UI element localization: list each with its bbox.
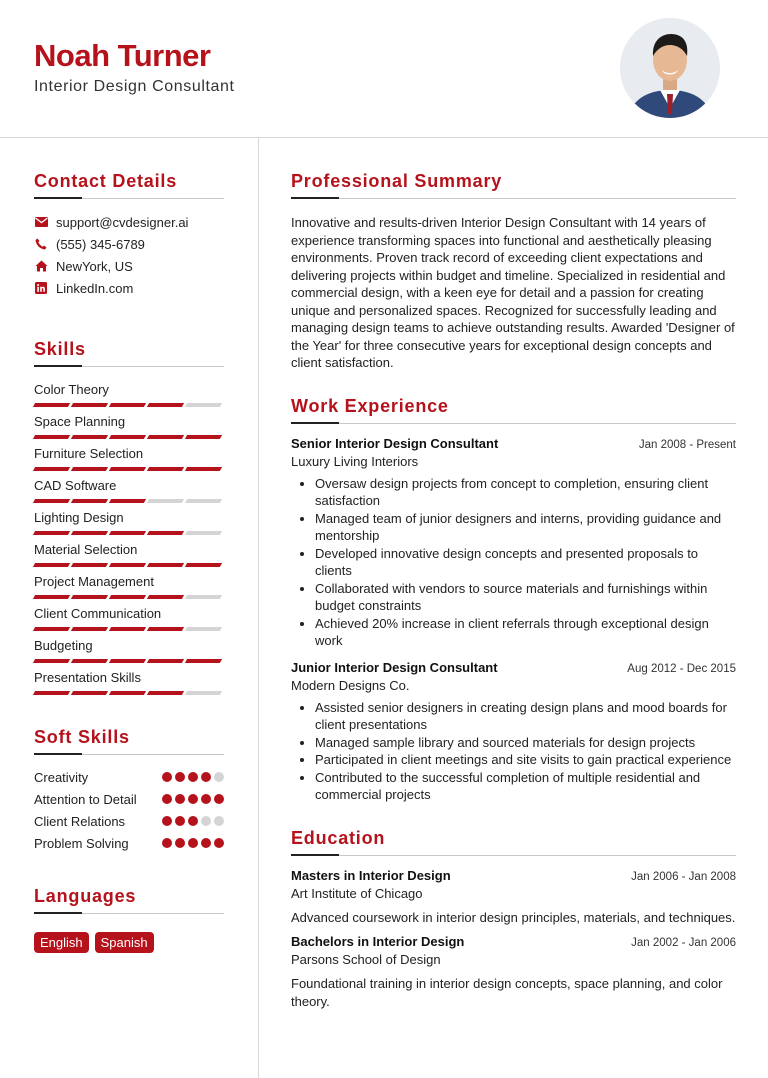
skills-heading: Skills — [34, 339, 224, 367]
rating-dot — [214, 816, 224, 826]
summary-heading: Professional Summary — [291, 171, 736, 199]
summary-section — [291, 171, 736, 372]
skill-level-segment — [185, 627, 222, 631]
rating-dot — [162, 816, 172, 826]
skill-level-segment — [71, 691, 108, 695]
skill-row — [34, 474, 224, 506]
skill-level-bar — [34, 403, 224, 407]
soft-skills-section — [34, 727, 224, 852]
skill-level-segment — [71, 531, 108, 535]
contact-linkedin[interactable] — [34, 277, 224, 299]
resume-header — [0, 0, 768, 138]
skill-level-segment — [147, 531, 184, 535]
skill-level-segment — [109, 627, 146, 631]
soft-skill-rating — [162, 794, 224, 808]
skill-level-segment — [33, 563, 70, 567]
skill-label: Presentation Skills — [34, 670, 141, 685]
school-name: Parsons School of Design — [291, 952, 441, 967]
skill-level-segment — [147, 627, 184, 631]
skill-level-segment — [71, 499, 108, 503]
skill-level-segment — [185, 403, 222, 407]
contact-phone-text: (555) 345-6789 — [56, 236, 145, 252]
skill-label: Material Selection — [34, 542, 138, 557]
skill-row — [34, 410, 224, 442]
skill-level-segment — [33, 467, 70, 471]
soft-skill-row — [34, 791, 224, 808]
skill-level-segment — [185, 659, 222, 663]
skill-label: Project Management — [34, 574, 154, 589]
rating-dot — [175, 794, 185, 804]
soft-skill-label: Attention to Detail — [34, 792, 137, 807]
skill-label: Client Communication — [34, 606, 162, 621]
skill-level-segment — [71, 467, 108, 471]
rating-dot — [214, 772, 224, 782]
job-bullet: • Developed innovative design concepts and presented proposals to clients — [315, 545, 736, 580]
soft-skill-label: Creativity — [34, 770, 89, 785]
skill-label: Budgeting — [34, 638, 93, 653]
home-icon — [34, 259, 48, 273]
degree-title: Bachelors in Interior Design — [291, 934, 465, 949]
education-description: Advanced coursework in interior design principles, materials, and techniques. — [291, 909, 736, 925]
education-date: Jan 2006 - Jan 2008 — [631, 870, 736, 883]
job-bullet: • Assisted senior designers in creating design plans and mood boards for client presentations — [315, 699, 736, 734]
rating-dot — [214, 838, 224, 848]
job-bullets — [291, 475, 736, 650]
skill-level-segment — [109, 659, 146, 663]
skill-level-bar — [34, 627, 224, 631]
contact-phone[interactable] — [34, 233, 224, 255]
skill-label: Lighting Design — [34, 510, 124, 525]
skill-level-segment — [185, 499, 222, 503]
skill-level-segment — [147, 435, 184, 439]
skill-level-segment — [185, 531, 222, 535]
job-company: Luxury Living Interiors — [291, 453, 419, 469]
skill-level-bar — [34, 595, 224, 599]
skill-level-segment — [109, 403, 146, 407]
contact-section — [34, 171, 224, 299]
job-bullet: • Oversaw design projects from concept to completion, ensuring client satisfaction — [315, 475, 736, 510]
skill-level-segment — [71, 563, 108, 567]
skill-level-segment — [109, 563, 146, 567]
language-badge: English — [34, 932, 89, 953]
skill-level-segment — [185, 595, 222, 599]
skill-row — [34, 378, 224, 410]
skill-level-segment — [147, 659, 184, 663]
soft-skills-list — [34, 769, 224, 852]
job-title: Senior Interior Design Consultant — [291, 435, 499, 451]
contact-heading: Contact Details — [34, 171, 224, 199]
education-date: Jan 2002 - Jan 2006 — [631, 937, 736, 949]
education-description: Foundational training in interior design concepts, space planning, and color theory. — [291, 976, 723, 1009]
skill-level-bar — [34, 691, 224, 695]
soft-skill-label: Client Relations — [34, 814, 126, 829]
skill-level-segment — [185, 563, 222, 567]
skill-level-segment — [109, 531, 146, 535]
skill-label: Space Planning — [34, 414, 126, 429]
contact-location-text: NewYork, US — [56, 258, 133, 274]
skill-level-segment — [109, 691, 146, 695]
rating-dot — [162, 772, 172, 782]
skill-level-segment — [33, 627, 70, 631]
languages-heading: Languages — [34, 886, 224, 914]
rating-dot — [162, 838, 172, 848]
skill-level-segment — [185, 467, 222, 471]
job-date: Jan 2008 - Present — [638, 438, 736, 451]
soft-skill-row — [34, 813, 224, 830]
skill-level-segment — [147, 467, 184, 471]
skill-level-segment — [33, 659, 70, 663]
soft-skill-rating — [162, 816, 224, 830]
languages-section — [34, 886, 224, 953]
language-list — [34, 932, 224, 953]
contact-location — [34, 255, 224, 277]
soft-skill-label: Problem Solving — [34, 836, 129, 851]
skill-level-segment — [147, 691, 184, 695]
right-column — [291, 138, 736, 1010]
job-bullet: • Collaborated with vendors to source materials and furnishings within budget constraints — [315, 580, 736, 615]
email-icon — [34, 215, 48, 229]
skill-level-segment — [109, 435, 146, 439]
summary-text: Innovative and results-driven Interior Design Consultant with 14 years of experience transforming spaces into functional and aesthetically pleasing environments. Proven track record of exceeding client expectations and delivering projects within budget and timeline. Specialized in residential and commercial design, with a keen eye for detail and a passion for creating unique and personalized spaces. Recognized for successfully leading and managing design teams to achieve outstanding results. Awarded 'Designer of the Year' for three consecutive years for exceptional design concepts and client satisfaction. — [291, 215, 735, 370]
skill-level-segment — [71, 595, 108, 599]
job-company: Modern Designs Co. — [291, 677, 410, 693]
experience-heading: Work Experience — [291, 396, 736, 424]
skill-level-bar — [34, 659, 224, 663]
rating-dot — [201, 816, 211, 826]
rating-dot — [214, 794, 224, 804]
experience-section — [291, 396, 736, 804]
candidate-title: Interior Design Consultant — [34, 78, 235, 95]
school-name: Art Institute of Chicago — [291, 885, 423, 901]
skill-level-segment — [33, 531, 70, 535]
skill-label: Furniture Selection — [34, 446, 144, 461]
rating-dot — [188, 816, 198, 826]
phone-icon — [34, 237, 48, 251]
soft-skill-rating — [162, 772, 224, 786]
contact-email[interactable] — [34, 211, 224, 233]
skill-level-segment — [147, 563, 184, 567]
skill-row — [34, 506, 224, 538]
skill-row — [34, 538, 224, 570]
skill-level-segment — [185, 691, 222, 695]
rating-dot — [201, 794, 211, 804]
rating-dot — [188, 794, 198, 804]
education-heading: Education — [291, 828, 736, 856]
rating-dot — [175, 838, 185, 848]
skill-level-bar — [34, 435, 224, 439]
skill-level-segment — [147, 403, 184, 407]
job-bullet: • Contributed to the successful completion of multiple residential and commercial projects — [315, 769, 736, 804]
education-section — [291, 828, 736, 1011]
degree-title: Masters in Interior Design — [291, 867, 451, 883]
profile-photo — [620, 18, 720, 118]
avatar-illustration — [620, 18, 720, 118]
job-bullet: • Achieved 20% increase in client referrals through exceptional design work — [315, 615, 736, 650]
language-badge: Spanish — [95, 932, 154, 953]
skill-level-bar — [34, 499, 224, 503]
job-bullet: • Participated in client meetings and site visits to gain practical experience — [315, 751, 736, 769]
skill-level-bar — [34, 531, 224, 535]
job-bullet: • Managed sample library and sourced materials for design projects — [315, 734, 736, 752]
skill-row — [34, 602, 224, 634]
skills-list — [34, 378, 224, 698]
soft-skill-row — [34, 769, 224, 786]
job-date: Aug 2012 - Dec 2015 — [627, 662, 736, 675]
rating-dot — [175, 816, 185, 826]
skill-row — [34, 442, 224, 474]
skill-level-segment — [147, 499, 184, 503]
skill-level-segment — [71, 627, 108, 631]
rating-dot — [188, 772, 198, 782]
contact-email-text: support@cvdesigner.ai — [56, 214, 189, 230]
skill-label: CAD Software — [34, 478, 117, 493]
job-bullets — [291, 699, 736, 804]
job-bullet: • Managed team of junior designers and interns, providing guidance and mentorship — [315, 510, 736, 545]
skill-level-segment — [71, 403, 108, 407]
skill-level-bar — [34, 467, 224, 471]
skill-level-segment — [185, 435, 222, 439]
skills-section — [34, 339, 224, 698]
skill-level-segment — [71, 659, 108, 663]
education-entry — [291, 934, 736, 1010]
rating-dot — [188, 838, 198, 848]
soft-skill-rating — [162, 838, 224, 852]
skill-level-bar — [34, 563, 224, 567]
rating-dot — [175, 772, 185, 782]
skill-label: Color Theory — [34, 382, 109, 397]
column-divider — [258, 138, 259, 1078]
skill-level-segment — [109, 595, 146, 599]
rating-dot — [201, 772, 211, 782]
job-entry — [291, 660, 736, 804]
contact-linkedin-text: LinkedIn.com — [56, 280, 134, 296]
skill-level-segment — [109, 499, 146, 503]
job-title: Junior Interior Design Consultant — [291, 659, 498, 675]
rating-dot — [162, 794, 172, 804]
rating-dot — [201, 838, 211, 848]
linkedin-icon — [34, 281, 48, 295]
skill-level-segment — [147, 595, 184, 599]
skill-level-segment — [33, 595, 70, 599]
education-entry — [291, 868, 736, 927]
skill-level-segment — [109, 467, 146, 471]
skill-level-segment — [33, 435, 70, 439]
soft-skills-heading: Soft Skills — [34, 727, 224, 755]
job-entry — [291, 436, 736, 650]
skill-level-segment — [33, 691, 70, 695]
skill-row — [34, 634, 224, 666]
left-column — [34, 138, 224, 953]
candidate-name: Noah Turner — [34, 38, 211, 73]
skill-level-segment — [71, 435, 108, 439]
skill-row — [34, 666, 224, 698]
soft-skill-row — [34, 835, 224, 852]
skill-row — [34, 570, 224, 602]
skill-level-segment — [33, 499, 70, 503]
skill-level-segment — [33, 403, 70, 407]
